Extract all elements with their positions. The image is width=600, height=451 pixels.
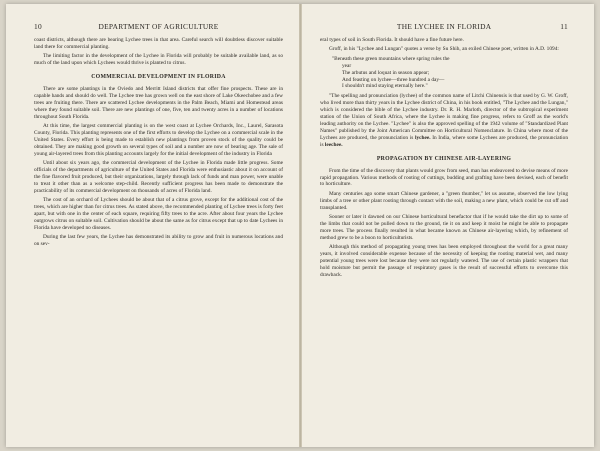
spelling-paragraph <box>320 93 568 148</box>
page-number: 11 <box>560 22 568 31</box>
left-page-header <box>34 22 283 31</box>
bold-term: lychee. <box>414 134 431 141</box>
paragraph-text: In India, where some Lychees are produced, the pronunciation is <box>320 134 568 148</box>
paragraph-text: "The spelling and pronunciation (lychee) of the common name of Litchi Chinensis is that used by G. W. Groff, who lived more than thirty years in the Lychee district of China, in his book entitled, "The Lychee and the Lungan," which is considered the bible of the Lychee industry. Dr. R. H. Marloth, director of the subtropical experiment station of the Union of South Africa, where the Lychee is making fine progress, refers to Groff as the world's leading authority on the Lychee. "Lychee" is also the approved spelling of the 1942 volume of "Standardized Plant Names" published by the Joint American Committee on Horticultural Nomenclature. In China where most of the Lychees are produced, the pronunciation is <box>320 93 568 141</box>
left-page <box>6 4 299 447</box>
poem-line: The arbutus and loquat in season appear; <box>342 69 430 76</box>
bold-term: leechee. <box>324 141 343 148</box>
paragraph: There are some plantings in the Oviedo and Merritt Island districts that offer fine prospects. These are in capable hands and should do well. The Lychee tree has grown well on the east shore of Lake Okeechobee and a few trees are fruiting there. There are scattered Lychee developments in the Palm Beach, Miami and Homestead areas where they found suitable soil. There are new plantings of one, five, ten and twenty acres in a number of locations throughout South Florida. <box>34 86 283 120</box>
header-spacer <box>320 22 328 31</box>
running-head: THE LYCHEE IN FLORIDA <box>396 22 492 31</box>
paragraph: Many centuries ago some smart Chinese gardener, a "green thumber," let us assume, observed the low lying limbs of a tree or other plant rooting through contact with the soil, making a new plant, which could be cut off and transplanted. <box>320 190 568 211</box>
right-page-header <box>320 22 568 31</box>
page-number: 10 <box>34 22 42 31</box>
poem-line: "Beneath these green mountains where spring rules the <box>332 55 450 62</box>
paragraph: At this time, the largest commercial planting is on the west coast at Lychee Orchards, Inc., Laurel, Sarasota County, Florida. This planting represents one of the first efforts to develop the Lychee on a commercial scale in the United States. Every effort is being made to establish new plantings from proven stock of the quality could be obtained. They are making good growth on several types of soil and a number are now of bearing age. The sale of young air-layered trees from this planting accounts largely for the initial development of the industry in Florida <box>34 123 283 157</box>
right-page <box>302 4 594 447</box>
paragraph: Groff, in his "Lychee and Lungan" quotes a verse by Su Shih, an exiled Chinese poet, written in A.D. 1094: <box>329 46 559 53</box>
poem-line: year <box>342 62 352 69</box>
paragraph: eral types of soil in South Florida. It should have a fine future here. <box>320 37 464 43</box>
poem-quote <box>332 56 568 91</box>
paragraph: Sooner or later it dawned on our Chinese horticultural benefactor that if he would take the dirt up to some of the limbs that could not be pulled down to the ground, tie it on and keep it moist he might be able to propagate more trees. The process finally resulted in what became known as Chinese air-layering which, by refinement of method grew to be a boon to horticulturists. <box>320 214 568 241</box>
paragraph: Until about six years ago, the commercial development of the Lychee in Florida made little progress. Some officials of the departments of agriculture of the United States and Florida were enthusiastic about it on account of the fine flavored fruit produced, but their organizations, largely through lack of funds and man power, were unable to treat it other than as a welcome step-child. Recently sufficient progress has been made to demonstrate the practicability of its commercial development on thousands of acres of Florida land. <box>34 160 283 194</box>
paragraph: The cost of an orchard of Lychees should be about that of a citrus grove, except for the additional cost of the trees, which are higher than for citrus trees. As stated above, the recommended planting of Lychee trees is forty feet apart, but with one in the center of each square, requiring fifty trees to the acre. After about four years the Lychee outgrows citrus on suitable soil. Cultivation should be about the same as for citrus except that up to date Lychees in Florida have developed no diseases. <box>34 197 283 231</box>
poem-line: And feasting on lychee—three hundred a day— <box>342 76 445 83</box>
section-heading: PROPAGATION BY CHINESE AIR-LAYERING <box>376 155 512 162</box>
running-head: DEPARTMENT OF AGRICULTURE <box>98 22 219 31</box>
paragraph: Although this method of propagating young trees has been employed throughout the world for a great many years, it involved considerable expense because of the necessity of keeping the rooting material wet, and many potential young trees were lost because they were not regularly watered. The use of certain plastic wrappers that hold moisture but permit the passage of respiratory gases is the result of successful efforts to overcome this drawback. <box>320 244 568 278</box>
paragraph: From the time of the discovery that plants would grow from seed, man has endeavored to devise means of more rapid propagation. Various methods of rooting of cuttings, budding and grafting have been devised, each of benefit to horticulture. <box>320 167 568 188</box>
paragraph: The limiting factor in the development of the Lychee in Florida will probably be suitable available land, as so much of the land upon which Lychees would thrive is planted to citrus. <box>34 53 283 67</box>
paragraph: coast districts, although there are bearing Lychee trees in that area. Careful search will doubtless discover suitable land there for commercial planting. <box>34 37 283 50</box>
book-spread <box>6 4 594 447</box>
header-spacer <box>275 22 283 31</box>
poem-line: I shouldn't mind staying eternally here." <box>342 83 428 90</box>
section-heading: COMMERCIAL DEVELOPMENT IN FLORIDA <box>91 74 226 81</box>
paragraph: During the last few years, the Lychee has demonstrated its ability to grow and fruit in numerous locations and on sev- <box>34 234 283 248</box>
